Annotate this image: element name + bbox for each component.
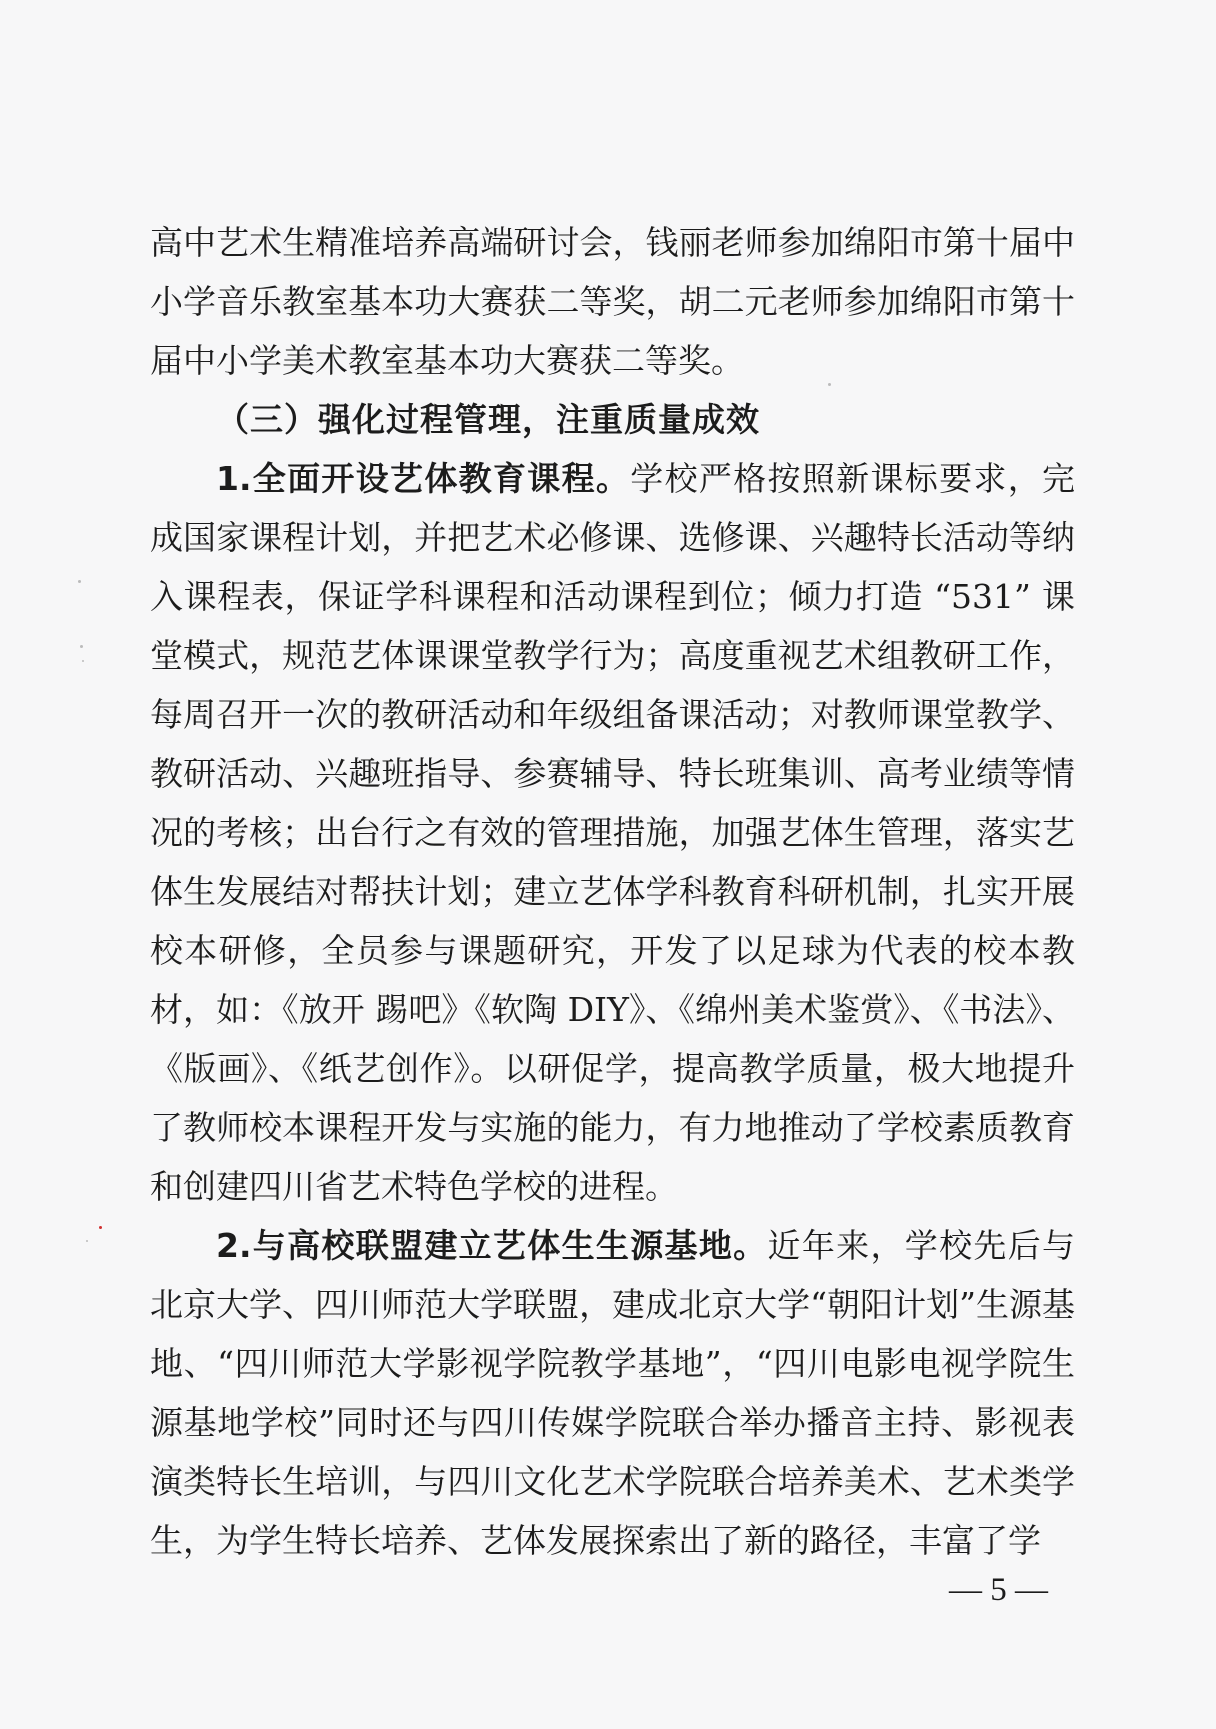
item1-body: 学校严格按照新课标要求，完成国家课程计划，并把艺术必修课、选修课、兴趣特长活动等纳入课程表，保证学科课程和活动课程到位；倾力打造 “531” 课堂模式，规范艺体课课堂教学行为；高度重视艺术组教研工作，每周召开一次的教研活动和年级组备课活动；对教师课堂教学、教研活动、兴趣班指导、参赛辅导、特长班集训、高考业绩等情况的考核；出台行之有效的管理措施，加强艺体生管理，落实艺体生发展结对帮扶计划；建立艺体学科教育科研机制，扎实开展校本研修，全员参与课题研究，开发了以足球为代表的校本教材，如：《放开 踢吧》《软陶 DIY》、《绵州美术鉴赏》、《书法》、《版画》、《纸艺创作》。以研促学，提高教学质量，极大地提升了教师校本课程开发与实施的能力，有力地推动了学校素质教育和创建四川省艺术特色学校的进程。 (150, 459, 1075, 1206)
paragraph-awards: 高中艺术生精准培养高端研讨会，钱丽老师参加绵阳市第十届中小学音乐教室基本功大赛获二等奖，胡二元老师参加绵阳市第十届中小学美术教室基本功大赛获二等奖。 (150, 223, 1075, 380)
item2-lead: 2.与高校联盟建立艺体生生源基地。 (216, 1226, 768, 1265)
item1-lead: 1.全面开设艺体教育课程。 (216, 459, 631, 498)
section-heading: （三）强化过程管理，注重质量成效 (216, 400, 760, 439)
scan-speck (78, 580, 81, 583)
scan-speck (86, 1240, 88, 1242)
scan-speck (99, 1226, 102, 1229)
item2-body: 近年来，学校先后与北京大学、四川师范大学联盟，建成北京大学“朝阳计划”生源基地、“四川师范大学影视学院教学基地”，“四川电影电视学院生源基地学校”同时还与四川传媒学院联合举办播音主持、影视表演类特长生培训，与四川文化艺术学院联合培养美术、艺术类学生，为学生特长培养、艺体发展探索出了新的路径，丰富了学 (150, 1226, 1075, 1560)
page-number: — 5 — (949, 1572, 1048, 1608)
paragraph-item1 (150, 449, 1075, 1216)
scan-speck (82, 660, 84, 662)
document-body (150, 213, 1075, 1570)
scan-speck (80, 645, 83, 648)
paragraph-item2 (150, 1216, 1075, 1570)
